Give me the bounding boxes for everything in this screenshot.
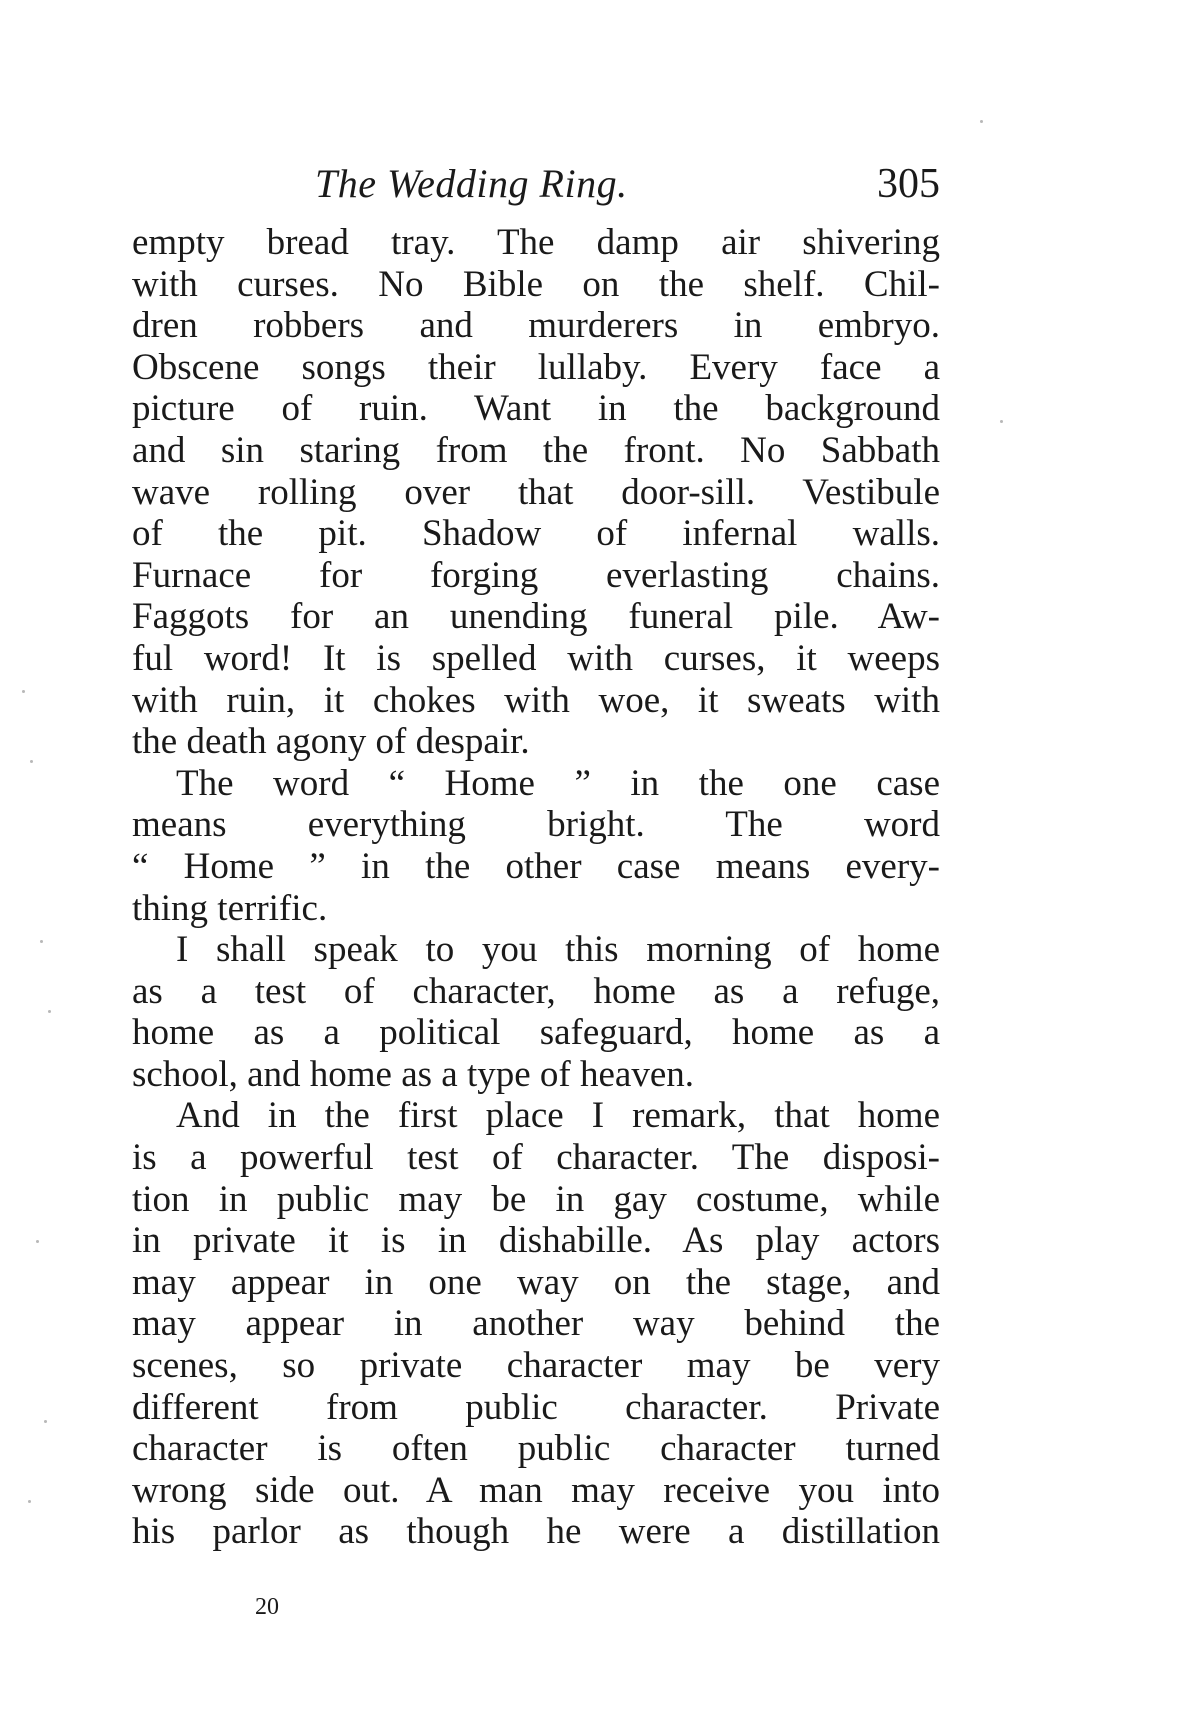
text-line: in private it is in dishabille. As play actors — [132, 1220, 940, 1262]
margin-speck — [44, 1420, 47, 1423]
margin-speck — [22, 690, 25, 693]
body-text — [132, 222, 940, 1553]
text-line: may appear in another way behind the — [132, 1303, 940, 1345]
text-line: home as a political safeguard, home as a — [132, 1012, 940, 1054]
text-line: And in the first place I remark, that home — [176, 1095, 940, 1137]
margin-speck — [30, 760, 33, 763]
text-line: wave rolling over that door-sill. Vestibule — [132, 471, 940, 513]
text-line: The word “ Home ” in the one case — [176, 762, 940, 804]
running-title: The Wedding Ring. — [315, 161, 628, 206]
text-line: with curses. No Bible on the shelf. Chil- — [132, 263, 940, 305]
text-line: dren robbers and murderers in embryo. — [132, 305, 940, 347]
text-line: empty bread tray. The damp air shivering — [132, 222, 940, 263]
margin-speck — [40, 940, 43, 943]
text-line: Obscene songs their lullaby. Every face a — [132, 346, 940, 388]
text-line: I shall speak to you this morning of home — [176, 929, 940, 971]
text-line: with ruin, it chokes with woe, it sweats with — [132, 679, 940, 721]
text-line: scenes, so private character may be very — [132, 1345, 940, 1387]
text-line: the death agony of despair. — [132, 721, 530, 763]
text-line: is a powerful test of character. The disposi- — [132, 1137, 940, 1179]
text-line: tion in public may be in gay costume, while — [132, 1178, 940, 1220]
margin-speck — [980, 120, 983, 123]
text-line: “ Home ” in the other case means every- — [132, 845, 940, 887]
text-line: school, and home as a type of heaven. — [132, 1053, 695, 1095]
text-line: wrong side out. A man may receive you into — [132, 1469, 940, 1511]
signature-mark: 20 — [255, 1594, 279, 1620]
margin-speck — [28, 1500, 31, 1503]
text-line: thing terrific. — [132, 887, 328, 929]
text-line: Faggots for an unending funeral pile. Aw- — [132, 596, 940, 638]
text-line: means everything bright. The word — [132, 804, 940, 846]
text-line: and sin staring from the front. No Sabbath — [132, 429, 940, 471]
margin-speck — [1000, 420, 1003, 423]
text-line: of the pit. Shadow of infernal walls. — [132, 513, 940, 555]
margin-speck — [36, 1240, 39, 1243]
text-line: ful word! It is spelled with curses, it weeps — [132, 637, 940, 679]
text-line: picture of ruin. Want in the background — [132, 388, 940, 430]
page-number: 305 — [877, 161, 940, 207]
text-line: different from public character. Private — [132, 1386, 940, 1428]
text-line: his parlor as though he were a distillation — [132, 1511, 940, 1553]
running-head — [130, 154, 940, 214]
text-line: character is often public character turned — [132, 1428, 940, 1470]
text-line: Furnace for forging everlasting chains. — [132, 554, 940, 596]
text-line: may appear in one way on the stage, and — [132, 1261, 940, 1303]
text-line: as a test of character, home as a refuge, — [132, 970, 940, 1012]
margin-speck — [48, 1010, 51, 1013]
